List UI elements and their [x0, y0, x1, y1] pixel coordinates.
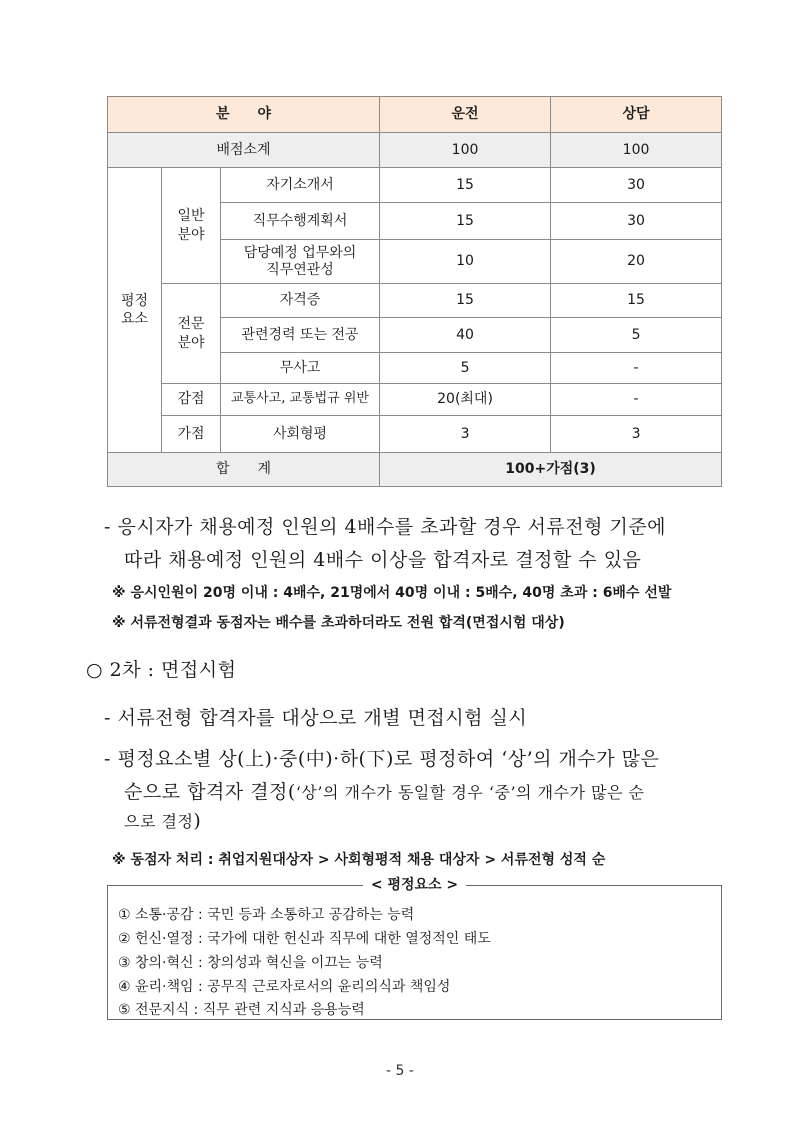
bonus-label: 가점: [162, 416, 221, 453]
subtotal-drive: 100: [380, 133, 551, 168]
table-row: [108, 384, 722, 416]
deduction-label: 감점: [162, 384, 221, 416]
row-drive: 10: [380, 240, 551, 284]
expert-label: 전문 분야: [162, 284, 221, 384]
criteria-item: ⑤ 전문지식 : 직무 관련 지식과 응용능력: [118, 1002, 365, 1018]
row-consult: 15: [551, 284, 722, 318]
paragraph-2: - 서류전형 합격자를 대상으로 개별 면접시험 실시: [104, 707, 528, 729]
row-item: 담당예정 업무와의 직무연관성: [221, 240, 380, 284]
row-item: 자격증: [221, 284, 380, 318]
paragraph-3-line-2a: 순으로 합격자 결정(: [124, 781, 296, 803]
row-consult: 20: [551, 240, 722, 284]
paragraph-1-line-2: 따라 채용예정 인원의 4배수 이상을 합격자로 결정할 수 있음: [124, 549, 642, 571]
row-item: 관련경력 또는 전공: [221, 318, 380, 353]
note-tie-pass: ※ 서류전형결과 동점자는 배수를 초과하더라도 전원 합격(면접시험 대상): [112, 615, 565, 631]
row-drive: 5: [380, 353, 551, 384]
criteria-title: [108, 874, 721, 894]
row-consult: 3: [551, 416, 722, 453]
row-drive: 3: [380, 416, 551, 453]
paragraph-3-line-1: - 평정요소별 상(上)·중(中)·하(下)로 평정하여 ‘상’의 개수가 많은: [104, 748, 660, 770]
row-consult: 5: [551, 318, 722, 353]
row-consult: 30: [551, 168, 722, 203]
subtotal-consult: 100: [551, 133, 722, 168]
row-drive: 15: [380, 168, 551, 203]
note-applicant-ratio: ※ 응시인원이 20명 이내 : 4배수, 21명에서 40명 이내 : 5배수, 40명 초과 : 6배수 선발: [112, 585, 672, 601]
paragraph-3-line-3: [124, 809, 201, 832]
page-number: - 5 -: [386, 1063, 414, 1079]
row-consult: 30: [551, 203, 722, 240]
paragraph-3-line-3b: ): [193, 810, 202, 832]
paragraph-3-line-2: [124, 777, 644, 804]
evaluation-criteria-box: [107, 877, 722, 1020]
table-total-row: [108, 453, 722, 487]
table-subtotal-row: [108, 133, 722, 168]
paragraph-1-line-1: - 응시자가 채용예정 인원의 4배수를 초과할 경우 서류전형 기준에: [104, 516, 667, 538]
table-header-row: [108, 97, 722, 133]
header-field: 분야: [108, 97, 380, 133]
table-row: [108, 284, 722, 318]
row-item: 교통사고, 교통법규 위반: [221, 384, 380, 416]
paragraph-3-line-3a: 으로 결정: [124, 812, 194, 831]
group-label: 평정 요소: [108, 168, 162, 453]
header-drive: 운전: [380, 97, 551, 133]
criteria-title-text: < 평정요소 >: [363, 877, 466, 893]
table-row: [108, 416, 722, 453]
criteria-item: ④ 윤리·책임 : 공무직 근로자로서의 윤리의식과 책임성: [118, 979, 451, 995]
criteria-item: ① 소통·공감 : 국민 등과 소통하고 공감하는 능력: [118, 907, 415, 923]
row-drive: 40: [380, 318, 551, 353]
row-item: 직무수행계획서: [221, 203, 380, 240]
subtotal-label: 배점소계: [108, 133, 380, 168]
paragraph-3-line-2b: ‘상’의 개수가 동일할 경우 ‘중’의 개수가 많은 순: [295, 783, 645, 802]
row-consult: -: [551, 353, 722, 384]
general-label: 일반 분야: [162, 168, 221, 284]
header-consult: 상담: [551, 97, 722, 133]
evaluation-score-table: [107, 96, 722, 487]
table-row: [108, 168, 722, 203]
row-item: 자기소개서: [221, 168, 380, 203]
row-item: 무사고: [221, 353, 380, 384]
row-drive: 15: [380, 203, 551, 240]
total-value: 100+가점(3): [380, 453, 722, 487]
criteria-item: ② 헌신·열정 : 국가에 대한 헌신과 직무에 대한 열정적인 태도: [118, 931, 491, 947]
row-item: 사회형평: [221, 416, 380, 453]
section-interview-heading: ○ 2차 : 면접시험: [86, 659, 237, 681]
row-drive: 20(최대): [380, 384, 551, 416]
row-consult: -: [551, 384, 722, 416]
row-drive: 15: [380, 284, 551, 318]
criteria-item: ③ 창의·혁신 : 창의성과 혁신을 이끄는 능력: [118, 955, 383, 971]
total-label: 합계: [108, 453, 380, 487]
note-tie-breaker: ※ 동점자 처리 : 취업지원대상자 > 사회형평적 채용 대상자 > 서류전형 성적 순: [112, 852, 606, 868]
